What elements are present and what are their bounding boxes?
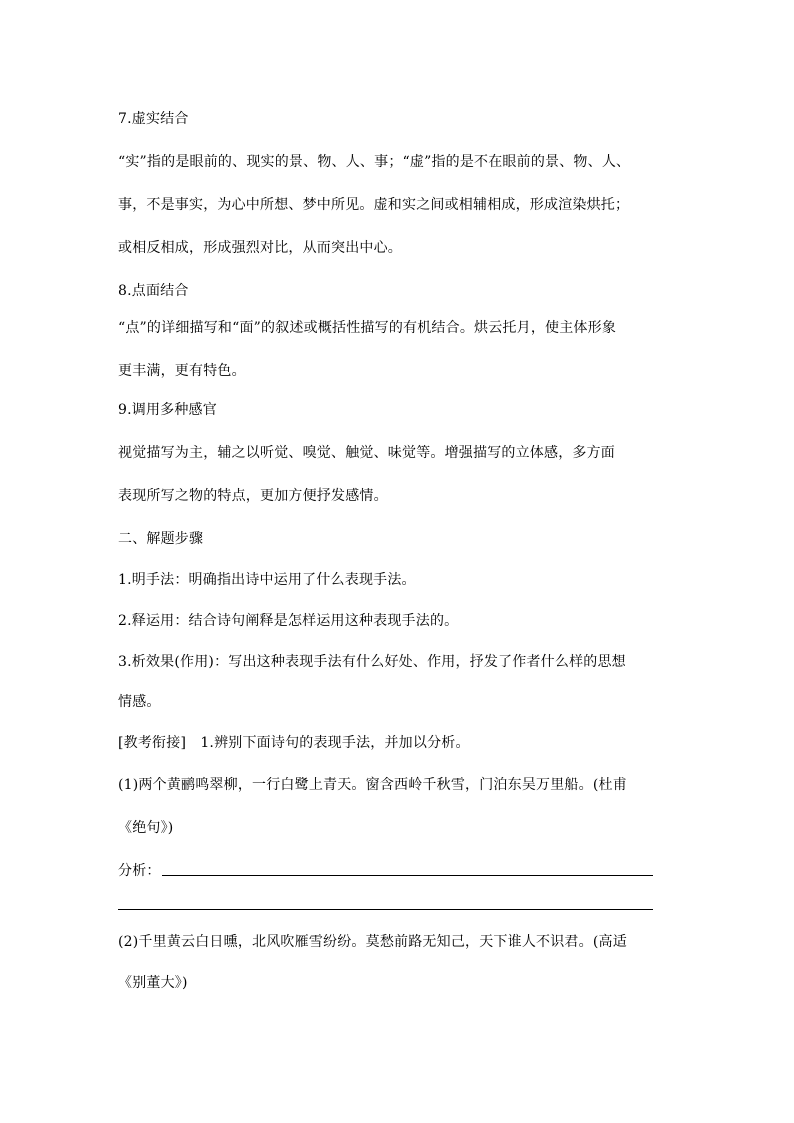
section-9-line-1: 视觉描写为主，辅之以听觉、嗅觉、触觉、味觉等。增强描写的立体感，多方面 xyxy=(118,445,615,461)
exercise-intro: [教考衔接] 1.辨别下面诗句的表现手法，并加以分析。 xyxy=(118,735,470,751)
section-9-line-2: 表现所写之物的特点，更加方便抒发感情。 xyxy=(118,488,388,504)
question-2-line-1: (2)千里黄云白日曛，北风吹雁雪纷纷。莫愁前路无知己，天下谁人不识君。(高适 xyxy=(118,934,627,950)
section-7-line-1: “实”指的是眼前的、现实的景、物、人、事；“虚”指的是不在眼前的景、物、人、 xyxy=(118,154,631,170)
steps-heading: 二、解题步骤 xyxy=(118,531,204,547)
step-2: 2.释运用：结合诗句阐释是怎样运用这种表现手法的。 xyxy=(118,613,459,629)
section-8-line-1: “点”的详细描写和“面”的叙述或概括性描写的有机结合。烘云托月，使主体形象 xyxy=(118,320,617,336)
question-1-source: 《绝句》) xyxy=(118,820,174,836)
question-1-line-1: (1)两个黄鹂鸣翠柳，一行白鹭上青天。窗含西岭千秋雪，门泊东吴万里船。(杜甫 xyxy=(118,777,627,793)
step-3-continued: 情感。 xyxy=(118,694,161,710)
question-2-source: 《别董大》) xyxy=(118,975,188,991)
step-1: 1.明手法：明确指出诗中运用了什么表现手法。 xyxy=(118,572,416,588)
section-8-line-2: 更丰满，更有特色。 xyxy=(118,363,246,379)
step-3: 3.析效果(作用)：写出这种表现手法有什么好处、作用，抒发了作者什么样的思想 xyxy=(118,654,626,670)
section-8-heading: 8.点面结合 xyxy=(118,283,189,299)
answer-line-2[interactable] xyxy=(118,909,653,910)
answer-line-1[interactable] xyxy=(162,875,653,876)
section-9-heading: 9.调用多种感官 xyxy=(118,402,217,418)
section-7-line-3: 或相反相成，形成强烈对比，从而突出中心。 xyxy=(118,240,402,256)
section-7-heading: 7.虚实结合 xyxy=(118,111,189,127)
section-7-line-2: 事，不是事实，为心中所想、梦中所见。虚和实之间或相辅相成，形成渲染烘托； xyxy=(118,197,630,213)
analysis-label: 分析： xyxy=(118,863,161,879)
